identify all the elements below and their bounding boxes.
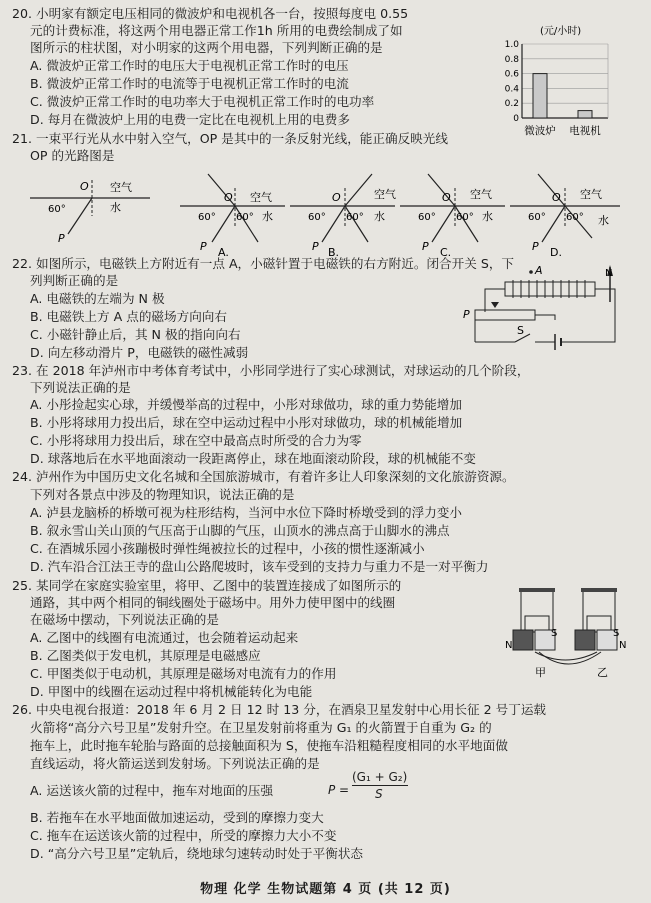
q21-figure xyxy=(30,166,630,258)
label-angle: 60° xyxy=(198,212,216,223)
formula-lhs: P = xyxy=(328,783,350,797)
bar-chart xyxy=(490,22,630,140)
label-water: 水 xyxy=(482,210,493,223)
label-angle: 60° xyxy=(48,204,66,215)
label-o: O xyxy=(224,191,233,204)
label-angle: 60° xyxy=(346,212,364,223)
q24-option-b: B. 叙永雪山关山顶的气压高于山脚的气压，山顶水的沸点高于山脚水的沸点 xyxy=(30,523,450,538)
q23-option-c: C. 小彤将球用力投出后，球在空中最高点时所受的合力为零 xyxy=(30,433,362,448)
label-n: N xyxy=(619,640,627,651)
label-angle: 60° xyxy=(528,212,546,223)
q22-option-a: A. 电磁铁的左端为 N 极 xyxy=(30,291,165,306)
label-air: 空气 xyxy=(374,188,396,201)
q25-coil-figure xyxy=(505,586,635,682)
label-n: N xyxy=(605,268,613,279)
label-p: P xyxy=(422,240,429,253)
q22-electromagnet-figure xyxy=(455,262,635,354)
formula-denominator: S xyxy=(375,787,383,801)
label-s: S xyxy=(551,628,558,639)
q20-option-d: D. 每月在微波炉上用的电费一定比在电视机上用的电费多 xyxy=(30,112,350,127)
q20-line: 图所示的柱状图，对小明家的这两个用电器，下列判断正确的是 xyxy=(30,40,383,55)
label-p: P xyxy=(58,232,65,245)
y-tick-label: 0.2 xyxy=(504,99,519,110)
q22-option-d: D. 向左移动滑片 P，电磁铁的磁性减弱 xyxy=(30,345,249,360)
q20-line: 20. 小明家有额定电压相同的微波炉和电视机各一台，按照每度电 0.55 xyxy=(12,6,409,21)
q24-line: 24. 泸州作为中国历史文化名城和全国旅游城市，有着许多让人印象深刻的文化旅游资源。 xyxy=(12,469,515,484)
label-angle: 60° xyxy=(418,212,436,223)
label-p: P xyxy=(312,240,319,253)
label-angle: 60° xyxy=(566,212,584,223)
formula-bar xyxy=(352,785,408,786)
y-tick-label: 0.6 xyxy=(504,69,519,80)
q23-line: 下列说法正确的是 xyxy=(30,380,131,395)
bar-microwave xyxy=(533,74,547,118)
q21-option-d-diagram xyxy=(510,174,620,258)
label-o: O xyxy=(332,191,341,204)
option-label: D. xyxy=(550,246,562,258)
q25-option-c: C. 甲图类似于电动机，其原理是磁场对电流有力的作用 xyxy=(30,666,337,681)
label-air: 空气 xyxy=(470,188,492,201)
label-p: P xyxy=(200,240,207,253)
q21-option-b-diagram xyxy=(290,174,396,258)
q21-original-diagram xyxy=(30,180,150,245)
option-label: B. xyxy=(328,246,340,258)
q20-option-b: B. 微波炉正常工作时的电流等于电视机正常工作时的电流 xyxy=(30,76,349,91)
q24-option-a: A. 泸县龙脑桥的桥墩可视为柱形结构，当河中水位下降时桥墩受到的浮力变小 xyxy=(30,505,462,520)
y-tick-label: 0.8 xyxy=(504,54,519,65)
label-p: P xyxy=(532,240,539,253)
y-tick-label: 1.0 xyxy=(504,40,519,50)
y-tick-label: 0.4 xyxy=(504,84,519,95)
label-water: 水 xyxy=(374,210,385,223)
label-water: 水 xyxy=(262,210,273,223)
label-o: O xyxy=(80,180,89,193)
device-left xyxy=(505,588,557,651)
label-s: S xyxy=(517,324,524,337)
label-o: O xyxy=(552,191,561,204)
q23-option-d: D. 球落地后在水平地面滚动一段距离停止，球在地面滚动阶段，球的机械能不变 xyxy=(30,451,476,466)
q21-line: OP 的光路图是 xyxy=(30,148,115,163)
q20-option-c: C. 微波炉正常工作时的电功率大于电视机正常工作时的电功率 xyxy=(30,94,375,109)
option-label: A. xyxy=(218,246,229,258)
q26-line: 直线运动，将火箭运送到发射场。下列说法正确的是 xyxy=(30,756,320,771)
q22-line: 22. 如图所示，电磁铁上方附近有一点 A，小磁针置于电磁铁的右方附近。闭合开关 S，下 xyxy=(12,256,515,271)
label-air: 空气 xyxy=(110,181,132,194)
label-n: N xyxy=(505,640,513,651)
category-label: 微波炉 xyxy=(524,125,556,137)
q25-option-a: A. 乙图中的线圈有电流通过，也会随着运动起来 xyxy=(30,630,299,645)
device-right xyxy=(575,588,626,651)
label-right-device: 乙 xyxy=(597,666,608,679)
q26-option-c: C. 拖车在运送该火箭的过程中，所受的摩擦力大小不变 xyxy=(30,828,337,843)
label-angle: 60° xyxy=(456,212,474,223)
label-s: S xyxy=(613,628,620,639)
q25-line: 通路，其中两个相同的铜线圈处于磁场中。用外力使甲图中的线圈 xyxy=(30,595,396,610)
q20-option-a: A. 微波炉正常工作时的电压大于电视机正常工作时的电压 xyxy=(30,58,349,73)
label-p: P xyxy=(463,308,470,321)
q23-line: 23. 在 2018 年泸州市中考体育考试中，小彤同学进行了实心球测试，对球运动的几个阶段， xyxy=(12,363,530,378)
formula-numerator: (G₁ + G₂) xyxy=(352,770,408,784)
label-water: 水 xyxy=(110,201,121,214)
q25-option-d: D. 甲图中的线圈在运动过程中将机械能转化为电能 xyxy=(30,684,313,699)
q26-line: 26. 中央电视台报道：2018 年 6 月 2 日 12 时 13 分，在酒泉卫星发射中心用长征 2 号丁运载 xyxy=(12,702,547,717)
label-left-device: 甲 xyxy=(535,666,546,679)
option-label: C. xyxy=(440,246,452,258)
q24-option-c: C. 在酒城乐园小孩蹦极时弹性绳被拉长的过程中，小孩的惯性逐渐减小 xyxy=(30,541,425,556)
y-axis-label: (元/小时) xyxy=(540,26,582,37)
q21-option-c-diagram xyxy=(400,174,505,258)
category-label: 电视机 xyxy=(569,125,601,137)
q26-line: 火箭将“高分六号卫星”发射升空。在卫星发射前将重为 G₁ 的火箭置于自重为 G₂ 的 xyxy=(30,720,492,735)
q26-line: 拖车上，此时拖车轮胎与路面的总接触面积为 S，使拖车沿粗糙程度相同的水平地面做 xyxy=(30,738,508,753)
y-tick-label: 0 xyxy=(513,114,519,124)
q26-option-d: D. “高分六号卫星”定轨后，绕地球匀速转动时处于平衡状态 xyxy=(30,846,364,861)
page-footer: 物理 化学 生物试题第 4 页 (共 12 页) xyxy=(200,882,451,897)
q22-line: 列判断正确的是 xyxy=(30,273,119,288)
label-water: 水 xyxy=(598,214,609,227)
label-angle: 60° xyxy=(236,212,254,223)
q22-option-b: B. 电磁铁上方 A 点的磁场方向向右 xyxy=(30,309,227,324)
label-angle: 60° xyxy=(308,212,326,223)
label-o: O xyxy=(442,191,451,204)
q20-line: 元的计费标准，将这两个用电器正常工作1h 所用的电费绘制成了如 xyxy=(30,23,403,38)
q21-option-a-diagram xyxy=(180,174,285,258)
q26-option-a: A. 运送该火箭的过程中，拖车对地面的压强 xyxy=(30,783,274,798)
q26-option-b: B. 若拖车在水平地面做加速运动，受到的摩擦力变大 xyxy=(30,810,324,825)
label-air: 空气 xyxy=(580,188,602,201)
q22-option-c: C. 小磁针静止后，其 N 极的指向向右 xyxy=(30,327,241,342)
q25-option-b: B. 乙图类似于发电机，其原理是电磁感应 xyxy=(30,648,261,663)
bar-tv xyxy=(578,111,592,118)
label-a: A xyxy=(535,264,543,277)
q23-option-b: B. 小彤将球用力投出后，球在空中运动过程中小彤对球做功，球的机械能增加 xyxy=(30,415,463,430)
q25-line: 25. 某同学在家庭实验室里，将甲、乙图中的装置连接成了如图所示的 xyxy=(12,578,402,593)
q24-line: 下列对各景点中涉及的物理知识，说法正确的是 xyxy=(30,487,295,502)
q25-line: 在磁场中摆动，下列说法正确的是 xyxy=(30,612,219,627)
q21-line: 21. 一束平行光从水中射入空气，OP 是其中的一条反射光线，能正确反映光线 xyxy=(12,131,448,146)
q24-option-d: D. 汽车沿合江法王寺的盘山公路爬坡时，该车受到的支持力与重力不是一对平衡力 xyxy=(30,559,489,574)
q23-option-a: A. 小彤捡起实心球，并缓慢举高的过程中，小彤对球做功，球的重力势能增加 xyxy=(30,397,462,412)
label-air: 空气 xyxy=(250,191,272,204)
